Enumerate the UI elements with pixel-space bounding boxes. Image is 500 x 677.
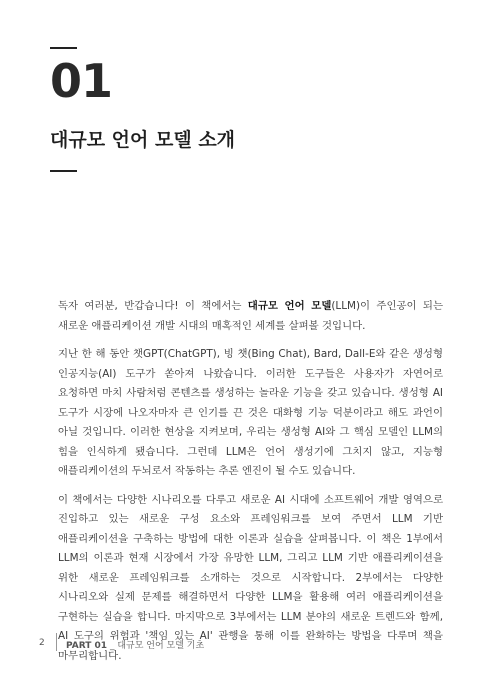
chapter-top-rule	[50, 47, 77, 49]
footer-part-label: PART 01	[66, 641, 108, 651]
body-text	[58, 297, 443, 675]
chapter-number: 01	[50, 54, 113, 108]
footer-separator: _	[109, 641, 115, 651]
chapter-title: 대규모 언어 모델 소개	[50, 129, 236, 151]
paragraph-generative-ai: 지난 한 해 동안 챗GPT(ChatGPT), 빙 챗(Bing Chat), Bard, Dall-E와 같은 생성형 인공지능(AI) 도구가 쏟아져 나왔습니다. 이러한 도구들은 사용자가 자연어로 요청하면 마치 사람처럼 콘텐츠를 생성하는 놀라운 기능을 갖고 있습니다. 생성형 AI 도구가 시장에 나오자마자 큰 인기를 끈 것은 대화형 기능 덕분이라고 해도 과언이 아닐 것입니다. 이러한 현상을 지켜보며, 우리는 생성형 AI와 그 핵심 모델인 LLM의 힘을 인식하게 됐습니다. 그런데 LLM은 언어 생성기에 그치지 않고, 지능형 애플리케이션의 두뇌로서 작동하는 추론 엔진이 될 수도 있습니다.	[58, 348, 443, 477]
chapter-bottom-rule	[50, 170, 77, 172]
paragraph-intro-before: 독자 여러분, 반갑습니다! 이 책에서는	[58, 300, 248, 312]
paragraph-intro	[58, 297, 443, 336]
page-number: 2	[39, 638, 45, 648]
running-footer	[66, 638, 204, 651]
paragraph-intro-after: (LLM)이 주인공이 되는 새로운 애플리케이션 개발 시대의 매혹적인 세계를 살펴볼 것입니다.	[58, 300, 443, 332]
footer-part-title: 대규모 언어 모델 기초	[117, 641, 205, 651]
paragraph-intro-bold: 대규모 언어 모델	[247, 300, 332, 312]
paragraph-book-overview: 이 책에서는 다양한 시나리오를 다루고 새로운 AI 시대에 소프트웨어 개발 영역으로 진입하고 있는 새로운 구성 요소와 프레임워크를 보여 주면서 LLM 기반 애플리케이션을 구축하는 방법에 대한 이론과 실습을 살펴봅니다. 이 책은 1부에서 LLM의 이론과 현재 시장에서 가장 유망한 LLM, 그리고 LLM 기반 애플리케이션을 위한 새로운 프레임워크를 소개하는 것으로 시작합니다. 2부에서는 다양한 시나리오와 실제 문제를 해결하면서 다양한 LLM을 활용해 여러 애플리케이션을 구현하는 실습을 합니다. 마지막으로 3부에서는 LLM 분야의 새로운 트렌드와 함께, AI 도구의 위험과 '책임 있는 AI' 관행을 통해 이를 완화하는 방법을 다루며 책을 마무리합니다.	[58, 493, 443, 662]
footer-divider	[56, 633, 57, 651]
